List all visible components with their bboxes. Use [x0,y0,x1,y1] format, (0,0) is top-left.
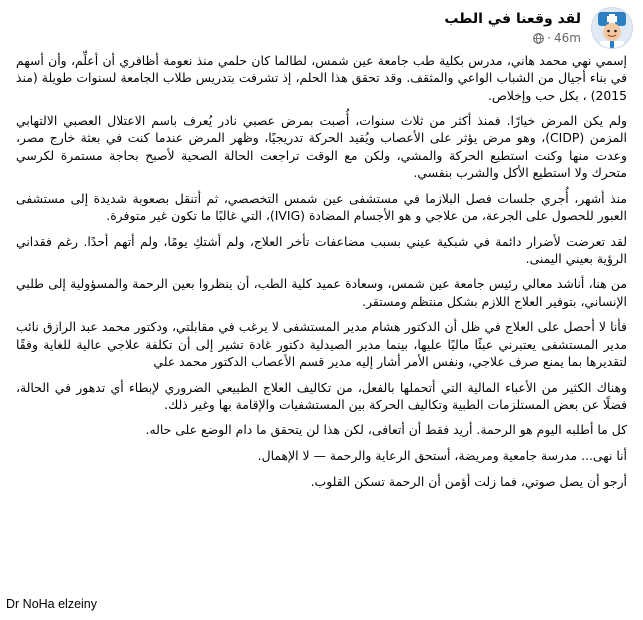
post-paragraph: إسمي نهي محمد هاني، مدرس بكلية طب جامعة عين شمس، لطالما كان حلمي منذ نعومة أظافري أن أعلِّم، وأن أسهم في بناء أجيال من الشباب الواعي والمثقف. وقد تحقق هذا الحلم، إذ تشرفت بتدريس طلاب الجامعة لسنوات طويلة (منذ 2015) ، بكل حب وإخلاص. [16,53,627,103]
post-meta [529,30,581,46]
post-paragraph: من هنا، أناشد معالي رئيس جامعة عين شمس، وسعادة عميد كلية الطب، أن ينظروا بعين الرحمة والمسؤولية إلى طلبي الإنساني، بتوفير العلاج اللازم بشكل منتظم ومستقر. [16,276,627,309]
post-paragraph: وهناك الكثير من الأعباء المالية التي أتحملها بالفعل، من تكاليف العلاج الطبيعي الضروري لإبطاء أي تدهور في الحالة، فضلًا عن بعض المستلزمات الطبية وتكاليف الحركة بين المستشفيات والإقامة بها وغير ذلك. [16,379,627,412]
post-paragraph: ولم يكن المرض خيارًا. فمنذ أكثر من ثلاث سنوات، أُصبت بمرض عصبي نادر يُعرف باسم الاعتلال العصبي الالتهابي المزمن (CIDP)، وهو مرض يؤثر على الأعصاب ويُقيد الحركة تدريجيًا، وظهر المرض عندما كنت في بعثة خارج مصر، وعدت منها وكنت استطيع الحركة والمشي، ولكن مع الوقت تراجعت الحالة الصحية لأصبح بحاجة مستمرة لكرسي متحرك ولا استطيع الأكل والشرب بنفسي. [16,113,627,181]
author-block [444,10,581,46]
post-signature: Dr NoHa elzeiny [6,597,98,611]
doctor-cartoon-avatar-icon [592,8,632,48]
post-paragraph: كل ما أطلبه اليوم هو الرحمة. أريد فقط أن أتعافى، لكن هذا لن يتحقق ما دام الوضع على حاله. [145,422,627,438]
post-paragraph: أنا نهى... مدرسة جامعية ومريضة، أستحق الرعاية والرحمة — لا الإهمال. [257,448,627,464]
post-paragraph: أرجو أن يصل صوتي، فما زلت أؤمن أن الرحمة تسكن القلوب. [310,473,627,489]
post-paragraph: لقد تعرضت لأضرار دائمة في شبكية عيني بسبب مضاعفات تأخر العلاج، ولم أشتكِ يومًا، ولم أتهم أحدًا. رغم فقداني الرؤية بعيني اليمنى. [16,233,627,266]
page-name[interactable]: لقد وقعنا في الطب [444,11,581,27]
post-paragraph: فأنا لا أحصل على العلاج في ظل أن الدكتور هشام مدير المستشفى لا يرغب في مقابلتي، ودكتور محمد عبد الرازق نائب مدير المستشفى يعتبرني عبئًا ماليًا عليها، بينما مدير الصيدلية دكتور غادة تشير إلى أن تكلفة علاجي عالية للغاية وفقًا لتقديرها بما يمنع صرف علاجي، ونفس الأمر أشار إليه مدير قسم الأعصاب الدكتور محمد علي [16,319,627,369]
post-timestamp[interactable]: 46m [554,31,581,45]
page-avatar[interactable] [591,7,633,49]
globe-icon[interactable] [533,33,544,44]
post-body [16,52,627,498]
post-header [444,6,633,50]
post-paragraph: منذ أشهر، أُجري جلسات فصل البلازما في مستشفى عين شمس التخصصي، ثم أتنقل بصعوبة شديدة إلى مستشفى العبور للحصول على الجرعة، من علاجي و هو الأجسام المضادة (IVIG)، التي غالبًا ما تكون غير متوفرة. [16,190,627,223]
meta-separator: · [547,31,552,45]
